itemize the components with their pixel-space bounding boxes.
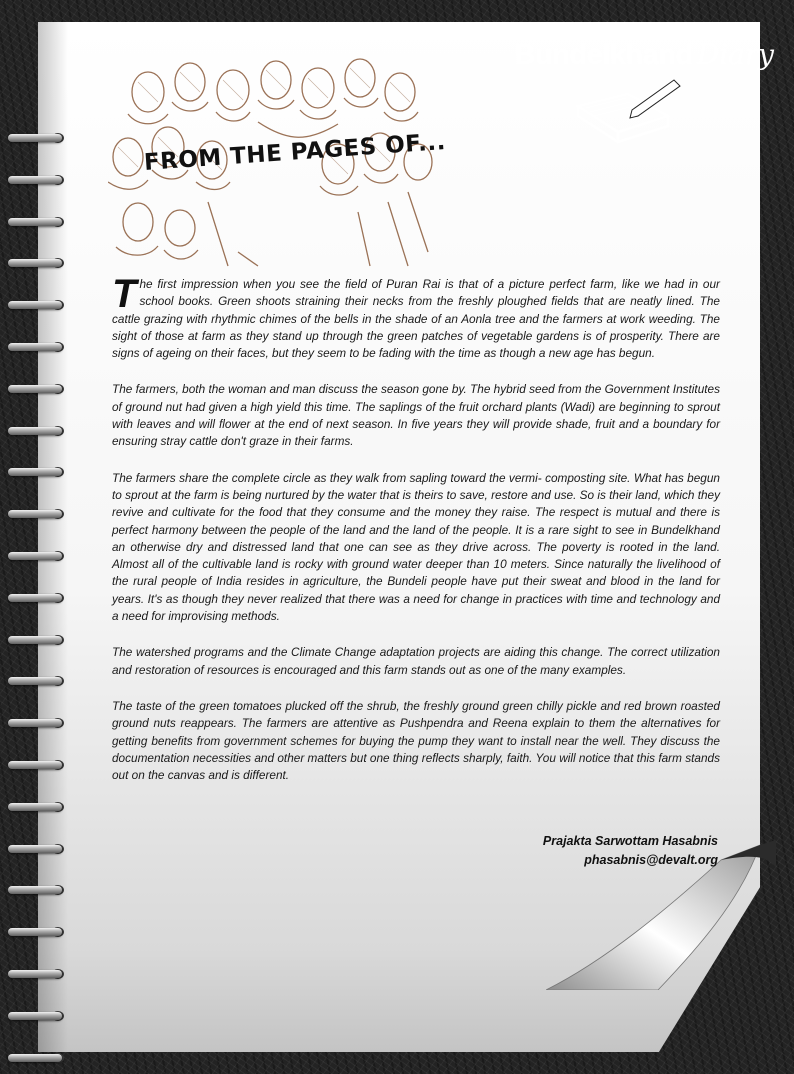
ring-wire xyxy=(8,886,62,894)
spiral-ring xyxy=(8,548,70,564)
ring-wire xyxy=(8,134,62,142)
spiral-ring xyxy=(8,423,70,439)
ring-wire xyxy=(8,176,62,184)
brand-logo xyxy=(514,38,774,158)
ring-wire xyxy=(8,259,62,267)
spiral-ring xyxy=(8,841,70,857)
ring-wire xyxy=(8,803,62,811)
spiral-ring xyxy=(8,799,70,815)
ring-wire xyxy=(8,343,62,351)
ring-wire xyxy=(8,385,62,393)
article-body xyxy=(112,272,720,803)
ring-wire xyxy=(8,218,62,226)
article-paragraph xyxy=(112,272,720,362)
ring-wire xyxy=(8,719,62,727)
spiral-ring xyxy=(8,172,70,188)
spiral-ring xyxy=(8,130,70,146)
brand-name-bold: Bundelkhand xyxy=(514,39,693,71)
ring-wire xyxy=(8,552,62,560)
spiral-ring xyxy=(8,757,70,773)
ring-wire xyxy=(8,301,62,309)
ring-wire xyxy=(8,468,62,476)
spiral-ring xyxy=(8,632,70,648)
ring-wire xyxy=(8,845,62,853)
spiral-ring xyxy=(8,464,70,480)
drop-cap: T xyxy=(112,272,137,316)
article-paragraph: The farmers share the complete circle as they walk from sapling toward the vermi- composting site. What has begun to sprout at the farm is being nurtured by the water that is theirs to save, restore and use. So is their land, which they revive and cultivate for the food that they consume and the money they raise. The respect is mutual and there is perfect harmony between the people of the land and the land of the people. It is a rare sight to see in Bundelkhand an otherwise dry and distressed land that one can see as they drive across. The poverty is rooted in the land. Almost all of the cultivable land is rocky with ground water deeper than 10 meters. Since naturally the livelihood of the rural people of India resides in agriculture, the Bundeli people have put their sweat and blood in the land for years. It's as though they never realized that there was a need for change in practices with time and technology and a need for improvising methods. xyxy=(112,470,720,624)
ring-wire xyxy=(8,1054,62,1062)
spiral-ring xyxy=(8,297,70,313)
ring-wire xyxy=(8,510,62,518)
ring-wire xyxy=(8,761,62,769)
spiral-ring xyxy=(8,1050,70,1066)
spiral-ring xyxy=(8,924,70,940)
spiral-ring xyxy=(8,1008,70,1024)
spiral-ring xyxy=(8,339,70,355)
spiral-ring xyxy=(8,715,70,731)
spiral-ring xyxy=(8,673,70,689)
paragraph-text: he first impression when you see the field of Puran Rai is that of a picture perfect farm, like we had in our school books. Green shoots straining their necks from the freshly ploughed fields that are neatly lined. The cattle grazing with rhythmic chimes of the bells in the shade of an Aonla tree and the farmers at work weeding. The sight of those at farm as they stand up through the green patches of vegetable gardens is of prosperity. There are signs of ageing on their faces, but they seem to be fading with the time as though a new age has begun. xyxy=(112,277,720,361)
diary-pen-icon xyxy=(572,76,682,156)
spiral-ring xyxy=(8,590,70,606)
author-signature xyxy=(543,832,718,870)
brand-name-script: Diary xyxy=(696,38,774,71)
spiral-ring xyxy=(8,255,70,271)
ring-wire xyxy=(8,928,62,936)
author-email: phasabnis@devalt.org xyxy=(584,853,718,867)
spiral-ring xyxy=(8,214,70,230)
ring-wire xyxy=(8,594,62,602)
brand-title xyxy=(515,38,774,72)
section-heading: FROM THE PAGES OF... xyxy=(143,128,447,176)
article-paragraph: The watershed programs and the Climate Change adaptation projects are aiding this change. The correct utilization and restoration of resources is encouraged and this farm stands out as one of the many examples. xyxy=(112,645,720,677)
ring-wire xyxy=(8,636,62,644)
ring-wire xyxy=(8,677,62,685)
spiral-ring xyxy=(8,506,70,522)
spiral-ring xyxy=(8,882,70,898)
ring-wire xyxy=(8,427,62,435)
spiral-ring xyxy=(8,966,70,982)
author-name: Prajakta Sarwottam Hasabnis xyxy=(542,834,718,848)
article-paragraph: The taste of the green tomatoes plucked off the shrub, the freshly ground green chilly pickle and red brown roasted ground nuts reappears. The farmers are attentive as Pushpendra and Reena explain to them the alternatives for getting benefits from government schemes for buying the pump they want to install near the well. They discuss the documentation necessities and other matters but one thing reflects sharply, faith. You will notice that this farm stands out on the canvas and is different. xyxy=(112,698,720,783)
spiral-ring xyxy=(8,381,70,397)
spiral-binding xyxy=(0,0,80,1074)
ring-wire xyxy=(8,1012,62,1020)
ring-wire xyxy=(8,970,62,978)
article-paragraph: The farmers, both the woman and man discuss the season gone by. The hybrid seed from the Government Institutes of ground nut had given a high yield this time. The saplings of the fruit orchard plants (Wadi) are beginning to sprout with leaves and will flower at the end of next season. In five years they will provide shade, fruit and a boundary for ensuring stray cattle don't graze in their farms. xyxy=(112,382,720,449)
